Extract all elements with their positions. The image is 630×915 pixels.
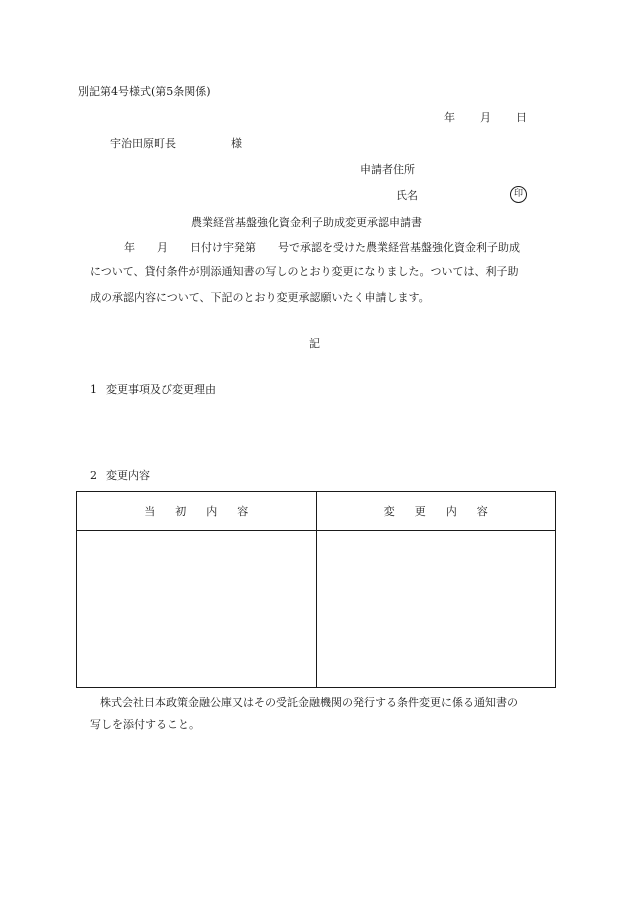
table-row [77, 531, 556, 688]
seal-mark: 印 [510, 186, 527, 203]
body-line-1: 年 月 日付け宇発第 号で承認を受けた農業経営基盤強化資金利子助成 [124, 241, 520, 254]
date-day: 日 [516, 111, 527, 124]
note-line-2: 写しを添付すること。 [90, 718, 200, 731]
section-1-number: 1 [90, 383, 97, 396]
form-label: 別記第4号様式(第5条関係) [78, 85, 211, 98]
ki-heading: 記 [309, 337, 320, 350]
cell-original-content [77, 531, 317, 688]
header-original-label: 当初内容 [144, 504, 269, 518]
change-content-table [76, 491, 556, 688]
header-original-content [77, 492, 317, 531]
document-title: 農業経営基盤強化資金利子助成変更承認申請書 [191, 216, 422, 229]
date-month: 月 [480, 111, 491, 124]
header-changed-label: 変更内容 [383, 504, 508, 518]
note-line-1: 株式会社日本政策金融公庫又はその受託金融機関の発行する条件変更に係る通知書の [100, 696, 518, 709]
date-year: 年 [444, 111, 455, 124]
addressee-title: 宇治田原町長 [110, 137, 176, 150]
addressee-honorific: 様 [231, 137, 242, 150]
body-line-3: 成の承認内容について、下記のとおり変更承認願いたく申請します。 [90, 291, 430, 304]
section-2-title: 変更内容 [106, 469, 150, 482]
header-changed-content [316, 492, 556, 531]
cell-changed-content [316, 531, 556, 688]
section-2-number: 2 [90, 469, 97, 482]
applicant-address-label: 申請者住所 [360, 163, 415, 176]
section-1-title: 変更事項及び変更理由 [106, 383, 216, 396]
body-line-2: について、貸付条件が別添通知書の写しのとおり変更になりました。ついては、利子助 [90, 265, 519, 278]
table-header-row [77, 492, 556, 531]
applicant-name-label: 氏名 [396, 189, 418, 202]
